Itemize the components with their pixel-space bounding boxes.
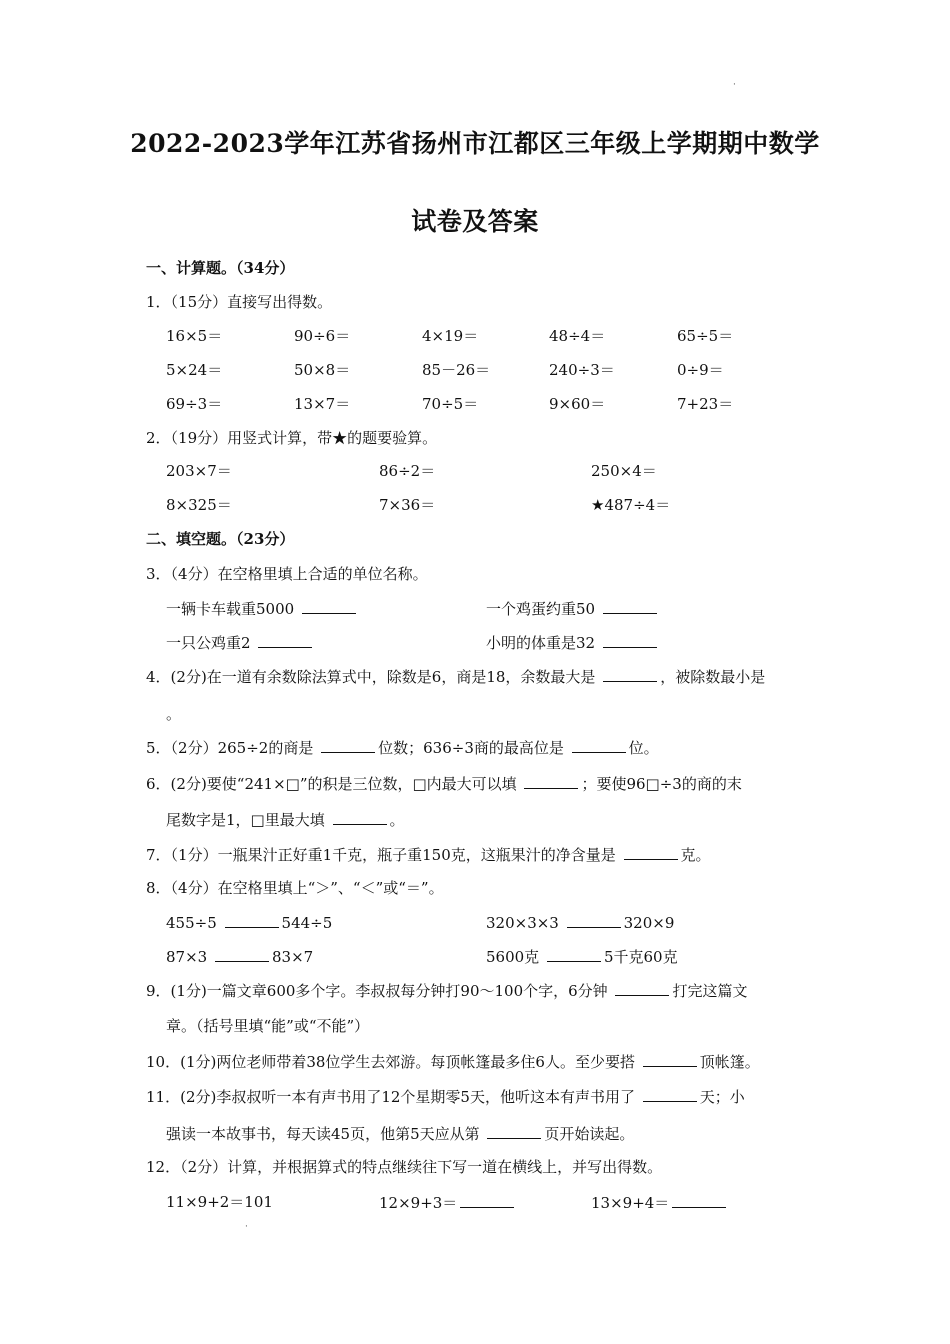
- answer-blank[interactable]: [333, 809, 387, 825]
- answer-blank[interactable]: [615, 980, 669, 996]
- q2-item: 8×325＝: [166, 496, 232, 514]
- q2-item: 7×36＝: [379, 496, 436, 514]
- q1-item: 5×24＝: [166, 361, 223, 379]
- question-6: 6．(2分)要使“241×□”的积是三位数，□内最大可以填 ；要使96□÷3的商的末: [146, 775, 742, 793]
- answer-blank[interactable]: [258, 632, 312, 648]
- question-4-tail: 。: [166, 705, 182, 723]
- question-1-stem: 1．（15分）直接写出得数。: [146, 293, 333, 311]
- q1-item: 69÷3＝: [166, 395, 223, 413]
- q2-item: 250×4＝: [591, 462, 657, 480]
- q12-item: 11×9+2＝101: [166, 1193, 273, 1211]
- q1-item: 7+23＝: [677, 395, 734, 413]
- question-8-stem: 8．（4分）在空格里填上“＞”、“＜”或“＝”。: [146, 879, 444, 897]
- question-6-continued: 尾数字是1，□里最大填 。: [166, 811, 405, 829]
- answer-blank[interactable]: [487, 1123, 541, 1139]
- answer-blank[interactable]: [215, 946, 269, 962]
- section-heading-calculation: 一、计算题。（34分）: [146, 259, 295, 277]
- answer-blank[interactable]: [603, 598, 657, 614]
- document-subtitle: 试卷及答案: [411, 207, 539, 236]
- q3-item: 一个鸡蛋约重50: [486, 598, 660, 619]
- q1-item: 240÷3＝: [549, 361, 615, 379]
- q1-item: 65÷5＝: [677, 327, 734, 345]
- answer-blank[interactable]: [624, 844, 678, 860]
- question-4: 4．(2分)在一道有余数除法算式中，除数是6，商是18，余数最大是 ，被除数最小是: [146, 668, 766, 686]
- answer-blank[interactable]: [547, 946, 601, 962]
- q2-item: ★487÷4＝: [591, 496, 671, 514]
- question-12-stem: 12．（2分）计算，并根据算式的特点继续往下写一道在横线上，并写出得数。: [146, 1158, 663, 1176]
- q8-item: 5600克 5千克60克: [486, 948, 678, 966]
- question-11-continued: 强读一本故事书，每天读45页，他第5天应从第 页开始读起。: [166, 1125, 635, 1143]
- q1-item: 90÷6＝: [294, 327, 351, 345]
- q3-item: 小明的体重是32: [486, 632, 660, 653]
- answer-blank[interactable]: [572, 737, 626, 753]
- scan-mark: ·: [733, 80, 736, 90]
- answer-blank[interactable]: [524, 773, 578, 789]
- q1-item: 0÷9＝: [677, 361, 724, 379]
- document-title: 2022-2023学年江苏省扬州市江都区三年级上学期期中数学: [130, 129, 820, 158]
- question-10: 10．(1分)两位老师带着38位学生去郊游。每顶帐篷最多住6人。至少要搭 顶帐篷。: [146, 1053, 760, 1071]
- q3-item: 一辆卡车载重5000: [166, 598, 359, 619]
- q1-item: 13×7＝: [294, 395, 351, 413]
- q12-item: 12×9+3＝: [379, 1192, 517, 1213]
- question-11: 11．(2分)李叔叔听一本有声书用了12个星期零5天，他听这本有声书用了 天；小: [146, 1088, 745, 1106]
- answer-blank[interactable]: [567, 912, 621, 928]
- q1-item: 85－26＝: [422, 361, 491, 379]
- q1-item: 9×60＝: [549, 395, 606, 413]
- question-9-continued: 章。（括号里填“能”或“不能”）: [166, 1017, 370, 1035]
- q1-item: 48÷4＝: [549, 327, 606, 345]
- answer-blank[interactable]: [603, 632, 657, 648]
- q1-item: 4×19＝: [422, 327, 479, 345]
- answer-blank[interactable]: [603, 666, 657, 682]
- answer-blank[interactable]: [643, 1051, 697, 1067]
- q3-item: 一只公鸡重2: [166, 632, 315, 653]
- q8-item: 87×3 83×7: [166, 948, 314, 966]
- answer-blank[interactable]: [460, 1192, 514, 1208]
- question-3-stem: 3．（4分）在空格里填上合适的单位名称。: [146, 565, 428, 583]
- question-7: 7．（1分）一瓶果汁正好重1千克，瓶子重150克，这瓶果汁的净含量是 克。: [146, 846, 711, 864]
- q1-item: 70÷5＝: [422, 395, 479, 413]
- answer-blank[interactable]: [643, 1086, 697, 1102]
- section-heading-fill-blank: 二、填空题。（23分）: [146, 530, 295, 548]
- q1-item: 50×8＝: [294, 361, 351, 379]
- question-2-stem: 2．（19分）用竖式计算，带★的题要验算。: [146, 429, 438, 447]
- scan-mark: ·: [245, 1222, 248, 1232]
- answer-blank[interactable]: [672, 1192, 726, 1208]
- q1-item: 16×5＝: [166, 327, 223, 345]
- answer-blank[interactable]: [321, 737, 375, 753]
- q2-item: 86÷2＝: [379, 462, 436, 480]
- q8-item: 320×3×3 320×9: [486, 914, 675, 932]
- q12-item: 13×9+4＝: [591, 1192, 729, 1213]
- question-5: 5．（2分）265÷2的商是 位数；636÷3商的最高位是 位。: [146, 739, 659, 757]
- answer-blank[interactable]: [302, 598, 356, 614]
- answer-blank[interactable]: [225, 912, 279, 928]
- q8-item: 455÷5 544÷5: [166, 914, 333, 932]
- q2-item: 203×7＝: [166, 462, 232, 480]
- question-9: 9．(1分)一篇文章600多个字。李叔叔每分钟打90～100个字，6分钟 打完这篇文: [146, 982, 748, 1000]
